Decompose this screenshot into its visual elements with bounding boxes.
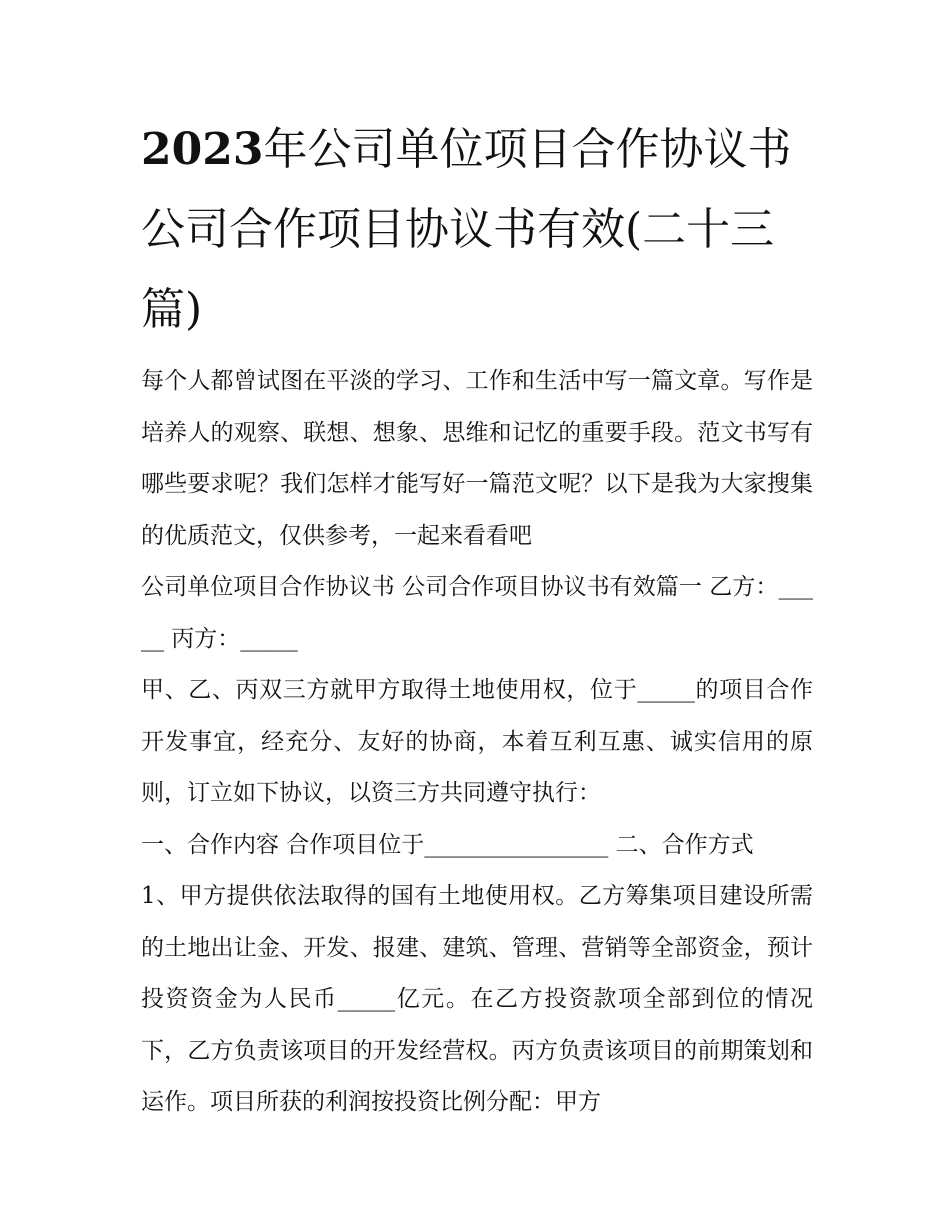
clause-two-paragraph: 1、甲方提供依法取得的国有土地使用权。乙方筹集项目建设所需的土地出让金、开发、报建、建筑、管理、营销等全部资金，预计投资资金为人民币_____亿元。在乙方投资款项全部到位的情况下，乙方负责该项目的开发经营权。丙方负责该项目的前期策划和运作。项目所获的利润按投资比例分配：甲方	[141, 883, 813, 1115]
document-title	[141, 110, 813, 350]
clause-one-paragraph: 一、合作内容 合作项目位于________________ 二、合作方式	[141, 831, 754, 858]
title-text: 年公司单位项目合作协议书 公司合作项目协议书有效(二十三篇)	[141, 124, 792, 335]
preamble-paragraph: 甲、乙、丙双三方就甲方取得土地使用权，位于_____的项目合作开发事宜，经充分、友好的协商，本着互利互惠、诚实信用的原则，订立如下协议，以资三方共同遵守执行：	[141, 677, 813, 806]
title-year: 2023	[141, 124, 264, 175]
section-heading-paragraph: 公司单位项目合作协议书 公司合作项目协议书有效篇一 乙方：_____ 丙方：_____	[141, 574, 813, 652]
intro-paragraph: 每个人都曾试图在平淡的学习、工作和生活中写一篇文章。写作是培养人的观察、联想、想象、思维和记忆的重要手段。范文书写有哪些要求呢？我们怎样才能写好一篇范文呢？以下是我为大家搜集的优质范文，仅供参考，一起来看看吧	[141, 368, 813, 549]
document-page	[141, 110, 813, 1129]
